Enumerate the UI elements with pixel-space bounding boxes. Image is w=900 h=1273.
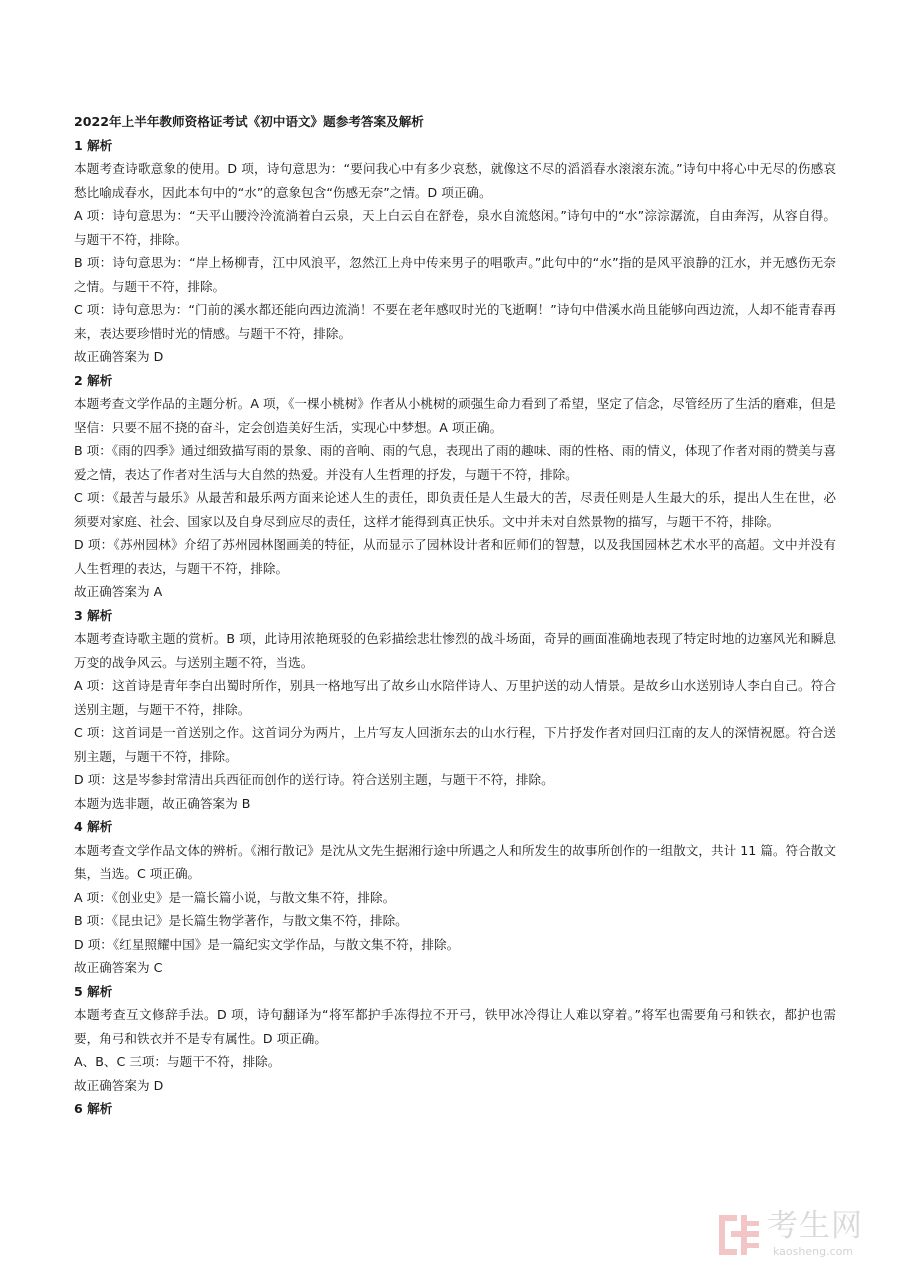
document-title: 2022年上半年教师资格证考试《初中语文》题参考答案及解析	[74, 114, 424, 129]
paragraph: B 项：诗句意思为：“岸上杨柳青，江中风浪平，忽然江上舟中传来男子的唱歌声。”此句中的“水”指的是风平浪静的江水，并无感伤无奈之情。与题干不符，排除。	[74, 255, 836, 294]
answer-line: 故正确答案为 D	[74, 349, 164, 364]
watermark-name-en: kaosheng.com	[773, 1245, 854, 1258]
paragraph: A 项：这首诗是青年李白出蜀时所作，别具一格地写出了故乡山水陪伴诗人、万里护送的动人情景。是故乡山水送别诗人李白自己。符合送别主题，与题干不符，排除。	[74, 678, 836, 717]
answer-line: 本题为选非题，故正确答案为 B	[74, 795, 251, 811]
document-page	[74, 110, 836, 1121]
question-6	[74, 1097, 836, 1121]
paragraph: 本题考查互文修辞手法。D 项，诗句翻译为“将军都护手冻得拉不开弓，铁甲冰冷得让人难以穿着。”将军也需要角弓和铁衣，都护也需要，角弓和铁衣并不是专有属性。D 项正确。	[74, 1007, 836, 1046]
question-heading: 6 解析	[74, 1101, 113, 1116]
paragraph: C 项：《最苦与最乐》从最苦和最乐两方面来论述人生的责任，即负责任是人生最大的苦，尽责任则是人生最大的乐，提出人生在世，必须要对家庭、社会、国家以及自身尽到应尽的责任，这样才能得到真正快乐。文中并未对自然景物的描写，与题干不符，排除。	[74, 490, 836, 529]
watermark	[717, 1208, 887, 1266]
paragraph: D 项：这是岑参封常清出兵西征而创作的送行诗。符合送别主题，与题干不符，排除。	[74, 772, 554, 787]
paragraph: B 项：《昆虫记》是长篇生物学著作，与散文集不符，排除。	[74, 913, 408, 928]
question-4	[74, 815, 836, 980]
question-2	[74, 369, 836, 604]
question-heading: 4 解析	[74, 819, 113, 834]
question-heading: 1 解析	[74, 137, 113, 153]
question-3	[74, 604, 836, 816]
question-1	[74, 134, 836, 369]
paragraph: A 项：《创业史》是一篇长篇小说，与散文集不符，排除。	[74, 889, 396, 905]
paragraph: 本题考查文学作品的主题分析。A 项，《一棵小桃树》作者从小桃树的顽强生命力看到了希望，坚定了信念，尽管经历了生活的磨难，但是坚信：只要不屈不挠的奋斗，定会创造美好生活，实现心中梦想。A 项正确。	[74, 396, 836, 435]
answer-line: 故正确答案为 A	[74, 584, 163, 599]
paragraph: A、B、C 三项：与题干不符，排除。	[74, 1054, 281, 1069]
answer-line: 故正确答案为 C	[74, 960, 163, 975]
paragraph: 本题考查文学作品文体的辨析。《湘行散记》是沈从文先生据湘行途中所遇之人和所发生的故事所创作的一组散文，共计 11 篇。符合散文集，当选。C 项正确。	[74, 842, 836, 881]
paragraph: D 项：《苏州园林》介绍了苏州园林图画美的特征，从而显示了园林设计者和匠师们的智慧，以及我国园林艺术水平的高超。文中并没有人生哲理的表达，与题干不符，排除。	[74, 537, 836, 576]
paragraph: C 项：这首词是一首送别之作。这首词分为两片，上片写友人回浙东去的山水行程，下片抒发作者对回归江南的友人的深情祝愿。符合送别主题，与题干不符，排除。	[74, 725, 836, 764]
kaosheng-logo-icon	[717, 1211, 761, 1259]
paragraph: B 项：《雨的四季》通过细致描写雨的景象、雨的音响、雨的气息，表现出了雨的趣味、雨的性格、雨的情义，体现了作者对雨的赞美与喜爱之情，表达了作者对生活与大自然的热爱。并没有人生哲理的抒发，与题干不符，排除。	[74, 443, 836, 482]
question-heading: 5 解析	[74, 983, 113, 999]
paragraph: A 项：诗句意思为：“天平山腰泠泠流淌着白云泉，天上白云自在舒卷，泉水自流悠闲。”诗句中的“水”淙淙潺流，自由奔泻，从容自得。与题干不符，排除。	[74, 208, 836, 247]
watermark-name-cn: 考生网	[767, 1208, 863, 1244]
paragraph: C 项：诗句意思为：“门前的溪水都还能向西边流淌！不要在老年感叹时光的飞逝啊！”诗句中借溪水尚且能够向西边流，人却不能青春再来，表达要珍惜时光的情感。与题干不符，排除。	[74, 302, 836, 341]
question-heading: 3 解析	[74, 607, 113, 623]
paragraph: 本题考查诗歌意象的使用。D 项，诗句意思为：“要问我心中有多少哀愁，就像这不尽的滔滔春水滚滚东流。”诗句中将心中无尽的伤感哀愁比喻成春水，因此本句中的“水”的意象包含“伤感无奈”之情。D 项正确。	[74, 161, 836, 200]
question-heading: 2 解析	[74, 372, 113, 388]
paragraph: 本题考查诗歌主题的赏析。B 项，此诗用浓艳斑驳的色彩描绘悲壮惨烈的战斗场面，奇异的画面准确地表现了特定时地的边塞风光和瞬息万变的战争风云。与送别主题不符，当选。	[74, 631, 836, 670]
question-5	[74, 980, 836, 1098]
paragraph: D 项：《红星照耀中国》是一篇纪实文学作品，与散文集不符，排除。	[74, 936, 460, 952]
answer-line: 故正确答案为 D	[74, 1077, 164, 1093]
